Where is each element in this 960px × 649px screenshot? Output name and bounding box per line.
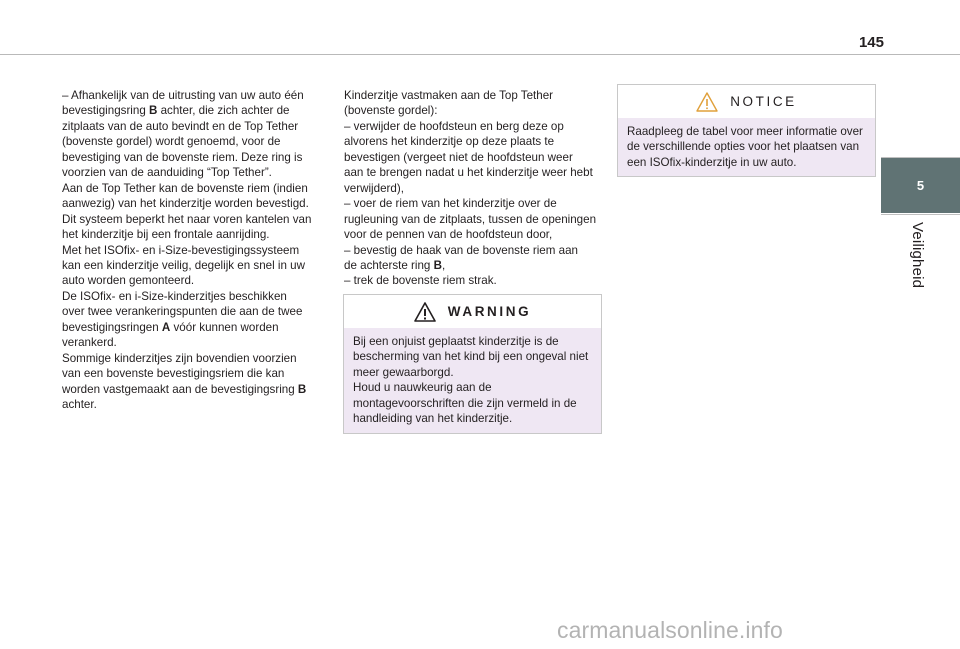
text-line: voorzien van de aanduiding “Top Tether”. <box>62 166 272 180</box>
text-line: worden vastgemaakt aan de bevestigingsring B <box>62 382 307 396</box>
text-line: meer gewaarborgd. <box>353 365 454 379</box>
text-line: bevestigingsring B achter, die zich achter de <box>62 104 290 118</box>
text-line: (bovenste gordel) wordt genoemd, voor de <box>62 135 281 149</box>
text-line: alvorens het kinderzitje op deze plaats te <box>344 135 555 149</box>
text-line: Met het ISOfix- en i-Size-bevestigingssysteem <box>62 243 300 257</box>
text-line: verankerd. <box>62 336 117 350</box>
text-line: bevestiging van de bovenste riem. Deze ring is <box>62 150 303 164</box>
notice-title: NOTICE <box>730 94 797 109</box>
text-line: – trek de bovenste riem strak. <box>344 274 497 288</box>
notice-triangle-icon <box>696 92 718 112</box>
text-line: – voer de riem van het kinderzitje over de <box>344 197 557 211</box>
notice-box <box>617 84 876 177</box>
text-line: bevestigen (vergeet niet de hoofdsteun weer <box>344 150 573 164</box>
notice-body <box>618 118 875 176</box>
text-line: rugleuning van de zitplaats, tussen de openingen <box>344 212 597 226</box>
side-tab-bottom-rule <box>881 214 960 215</box>
text-line: verwijderd), <box>344 181 404 195</box>
warning-triangle-icon <box>414 302 436 322</box>
text-line: over twee verankeringspunten die aan de twee <box>62 305 303 319</box>
text-line: voor de pennen van de hoofdsteun door, <box>344 228 553 242</box>
text-line: de verschillende opties voor het plaatsen van <box>627 140 860 154</box>
column-middle <box>344 88 606 289</box>
text-line: bescherming van het kind bij een ongeval niet <box>353 350 589 364</box>
notice-header <box>618 85 875 118</box>
text-line: Sommige kinderzitjes zijn bovendien voorzien <box>62 351 297 365</box>
text-line: Dit systeem beperkt het naar voren kantelen van <box>62 212 312 226</box>
text-line: de achterste ring B, <box>344 258 446 272</box>
text-line: – bevestig de haak van de bovenste riem aan <box>344 243 578 257</box>
text-line: van een bovenste bevestigingsriem die kan <box>62 367 285 381</box>
warning-title: WARNING <box>447 304 532 319</box>
text-line: kan een kinderzitje veilig, degelijk en snel in uw <box>62 258 305 272</box>
text-line: De ISOfix- en i-Size-kinderzitjes beschikken <box>62 289 287 303</box>
text-line: een ISOfix-kinderzitje in uw auto. <box>627 155 797 169</box>
warning-body <box>344 328 601 433</box>
watermark: carmanualsonline.info <box>557 617 783 643</box>
section-title: Veiligheid <box>909 222 926 289</box>
text-line: zitplaats van de auto bevindt en de Top Tether <box>62 119 299 133</box>
header-divider <box>0 54 960 55</box>
text-line: (bovenste gordel): <box>344 104 438 118</box>
text-line: Raadpleeg de tabel voor meer informatie over <box>627 125 863 138</box>
text-line: Bij een onjuist geplaatst kinderzitje is de <box>353 335 559 348</box>
text-line: – Afhankelijk van de uitrusting van uw auto één <box>62 89 304 102</box>
text-line: handleiding van het kinderzitje. <box>353 412 513 426</box>
text-line: – verwijder de hoofdsteun en berg deze op <box>344 119 564 133</box>
chapter-tab[interactable] <box>881 158 960 213</box>
text-line: bevestigingsringen A vóór kunnen worden <box>62 320 279 334</box>
text-line: aanwezig) van het kinderzitje worden bevestigd. <box>62 197 309 211</box>
text-line: auto worden gemonteerd. <box>62 274 195 288</box>
text-line: achter. <box>62 398 97 412</box>
text-line: Aan de Top Tether kan de bovenste riem (indien <box>62 181 308 195</box>
text-line: aan te brengen nadat u het kinderzitje weer hebt <box>344 166 593 180</box>
text-line: het kinderzitje bij een frontale aanrijding. <box>62 228 270 242</box>
text-line: montagevoorschriften die zijn vermeld in de <box>353 396 577 410</box>
column-left <box>62 88 324 413</box>
chapter-number: 5 <box>916 178 925 193</box>
text-line: Houd u nauwkeurig aan de <box>353 381 492 395</box>
warning-box <box>343 294 602 434</box>
text-line: Kinderzitje vastmaken aan de Top Tether <box>344 89 554 102</box>
warning-header <box>344 295 601 328</box>
page-number: 145 <box>858 34 884 51</box>
